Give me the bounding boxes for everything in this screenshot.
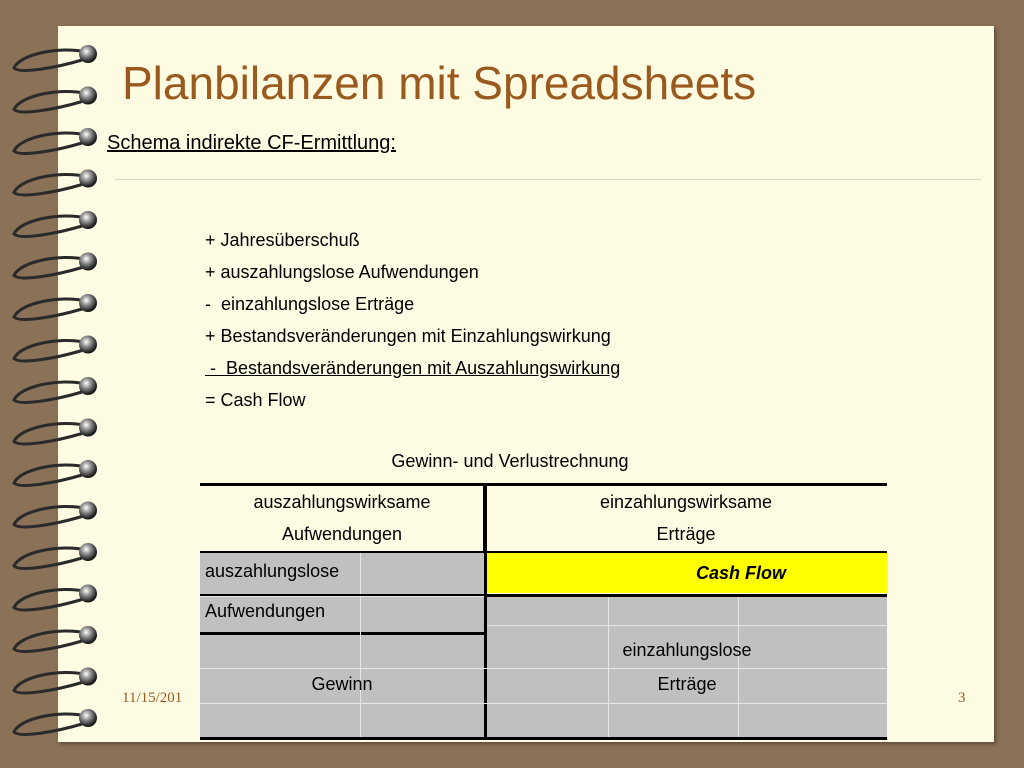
schema-line: - einzahlungslose Erträge <box>205 294 415 314</box>
spiral-coil <box>14 589 86 609</box>
ertrag-label-2: Erträge <box>657 674 717 694</box>
spiral-coil <box>14 174 86 194</box>
left-column-header <box>200 486 484 552</box>
spiral-ring <box>79 253 97 271</box>
spiral-ring <box>79 626 97 644</box>
ertrag-cell <box>487 597 887 737</box>
header-text: einzahlungswirksame <box>599 492 773 512</box>
spiral-coil <box>14 631 86 651</box>
spiral-coil <box>14 714 86 734</box>
grid-line <box>487 625 887 626</box>
grid-line <box>608 597 609 737</box>
gewinn-label: Gewinn <box>311 674 373 694</box>
row-border <box>200 594 484 596</box>
divider-line <box>115 179 981 180</box>
header-divider <box>483 486 487 552</box>
grid-line <box>200 596 484 597</box>
right-column-header <box>488 486 884 552</box>
spiral-ring <box>79 294 97 312</box>
grid-line <box>200 668 887 669</box>
spiral-coil <box>14 548 86 568</box>
spiral-ring <box>79 709 97 727</box>
spiral-ring <box>79 585 97 603</box>
spiral-ring <box>79 668 97 686</box>
spiral-ring <box>79 543 97 561</box>
spiral-coil <box>14 672 86 692</box>
schema-line: + Jahresüberschuß <box>205 230 360 250</box>
spiral-ring <box>79 45 97 63</box>
spiral-ring <box>79 87 97 105</box>
header-text: auszahlungswirksame <box>253 492 431 512</box>
cash-flow-bottom-border <box>487 594 887 597</box>
spiral-coil <box>14 506 86 526</box>
spiral-coil <box>14 257 86 277</box>
cash-flow-label: Cash Flow <box>695 563 786 583</box>
aufwand-gewinn-separator <box>200 632 484 635</box>
spiral-ring <box>79 460 97 478</box>
aufwand-label-2: Aufwendungen <box>205 601 326 621</box>
spiral-coil <box>14 382 86 402</box>
spiral-coil <box>14 91 86 111</box>
spiral-binding-icon <box>0 0 110 768</box>
schema-line: + auszahlungslose Aufwendungen <box>205 262 479 282</box>
schema-line: = Cash Flow <box>205 390 306 410</box>
spiral-ring <box>79 170 97 188</box>
spiral-ring <box>79 211 97 229</box>
guv-title: Gewinn- und Verlustrechnung <box>391 451 629 471</box>
spiral-coil <box>14 216 86 236</box>
grid-line <box>360 553 361 737</box>
spiral-coil <box>14 465 86 485</box>
spiral-ring <box>79 377 97 395</box>
schema-line: + Bestandsveränderungen mit Einzahlungswirkung <box>205 326 611 346</box>
page-number: 3 <box>958 690 966 706</box>
header-text: Erträge <box>656 524 716 544</box>
spiral-ring <box>79 128 97 146</box>
grid-line <box>200 703 887 704</box>
spiral-coil <box>14 299 86 319</box>
aufwand-label-1: auszahlungslose <box>205 561 340 581</box>
footer-date: 11/15/201 <box>122 690 183 706</box>
header-bottom-border <box>200 551 887 553</box>
spiral-ring <box>79 502 97 520</box>
ertrag-label-1: einzahlungslose <box>622 640 752 660</box>
table-bottom-border <box>200 737 887 740</box>
slide-subtitle: Schema indirekte CF-Ermittlung: <box>107 132 396 154</box>
spiral-ring <box>79 336 97 354</box>
spiral-coil <box>14 423 86 443</box>
schema-line: - Bestandsveränderungen mit Auszahlungswirkung <box>205 358 621 378</box>
header-text: Aufwendungen <box>281 524 403 544</box>
spiral-coil <box>14 340 86 360</box>
spiral-coil <box>14 50 86 70</box>
cf-schema-list <box>205 224 620 416</box>
spiral-ring <box>79 419 97 437</box>
spiral-coil <box>14 133 86 153</box>
slide-title: Planbilanzen mit Spreadsheets <box>122 57 757 109</box>
